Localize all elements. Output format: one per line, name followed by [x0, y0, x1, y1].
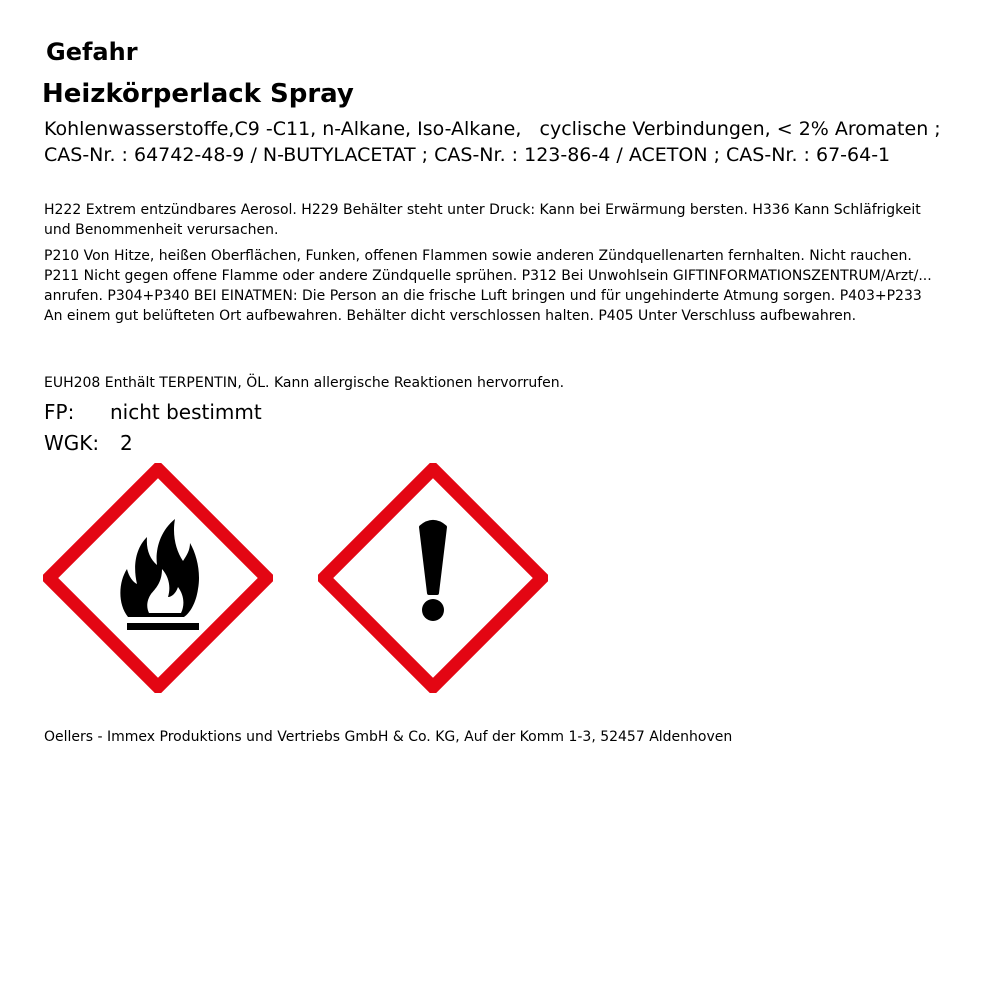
euh-statement: EUH208 Enthält TERPENTIN, ÖL. Kann allergische Reaktionen hervorrufen.	[44, 375, 565, 391]
flame-pictogram	[43, 463, 273, 693]
flash-point-row	[44, 398, 262, 426]
exclamation-pictogram	[318, 463, 548, 693]
water-hazard-class-label: WGK:	[44, 431, 100, 455]
precautionary-statements: P210 Von Hitze, heißen Oberflächen, Funken, offenen Flammen sowie anderen Zündquellenarten fernhalten. Nicht rauchen. P211 Nicht gegen offene Flamme oder andere Zündquelle sprühen. P312 Bei Unwohlsein GIFTINFORMATIONSZENTRUM/Arzt/... anrufen. P304+P340 BEI EINATMEN: Die Person an die frische Luft bringen und für ungehinderte Atmung sorgen. P403+P233 An einem gut belüfteten Ort aufbewahren. Behälter dicht verschlossen halten. P405 Unter Verschluss aufbewahren.	[44, 248, 932, 324]
signal-word: Gefahr	[46, 38, 138, 66]
flash-point-value: nicht bestimmt	[110, 400, 262, 424]
water-hazard-class-row	[44, 429, 133, 457]
water-hazard-class-value: 2	[120, 431, 133, 455]
flash-point-label: FP:	[44, 400, 75, 424]
hazard-statements: H222 Extrem entzündbares Aerosol. H229 Behälter steht unter Druck: Kann bei Erwärmung bersten. H336 Kann Schläfrigkeit und Benommenheit verursachen.	[44, 202, 921, 238]
manufacturer-address: Oellers - Immex Produktions und Vertriebs GmbH & Co. KG, Auf der Komm 1-3, 52457 Aldenhoven	[44, 729, 733, 745]
exclamation-mark-icon	[318, 463, 548, 693]
flame-icon	[43, 463, 273, 693]
ingredients-text: Kohlenwasserstoffe,C9 -C11, n-Alkane, Iso-Alkane, cyclische Verbindungen, < 2% Aromaten ; CAS-Nr. : 64742-48-9 / N-BUTYLACETAT ; CAS-Nr. : 123-86-4 / ACETON ; CAS-Nr. : 67-64-1	[44, 118, 947, 166]
product-name: Heizkörperlack Spray	[42, 79, 354, 109]
